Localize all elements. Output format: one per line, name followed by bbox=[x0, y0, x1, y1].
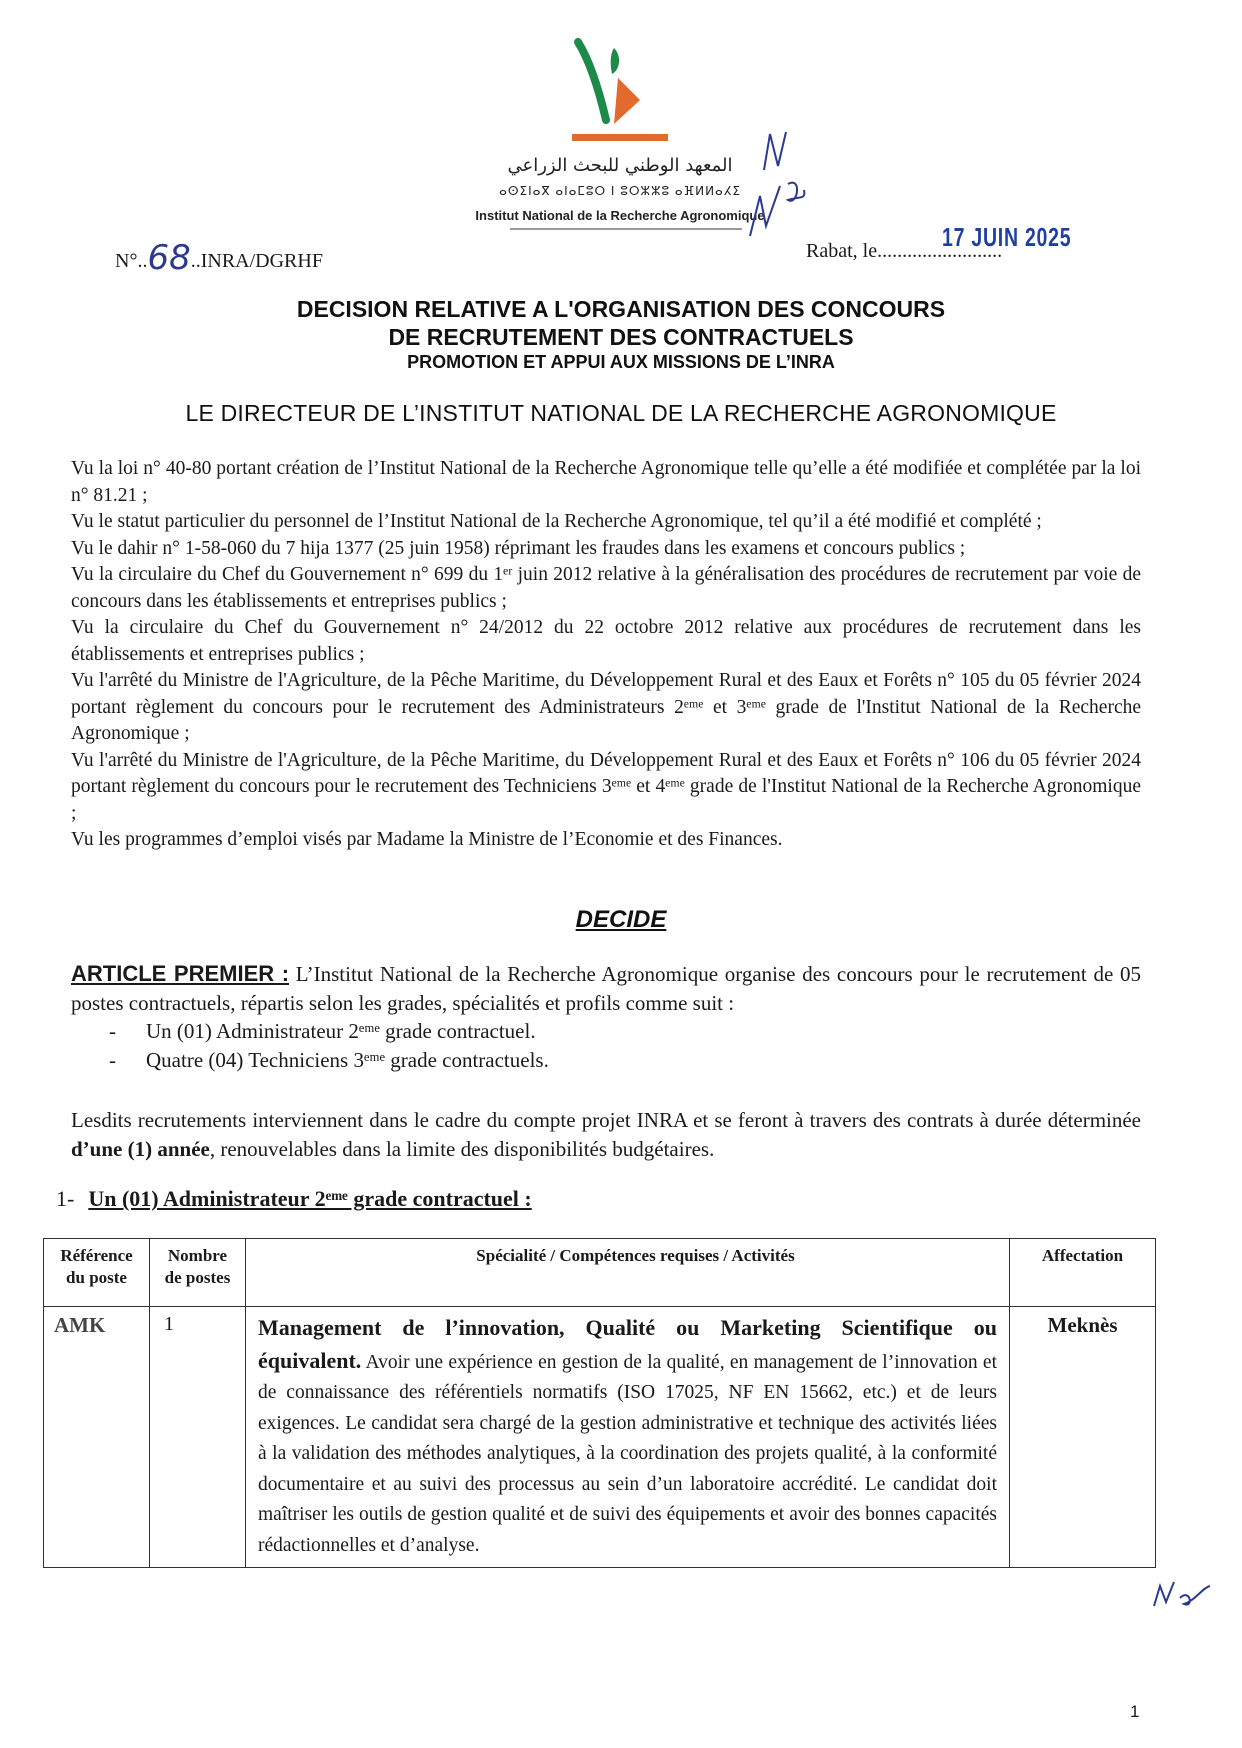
vu-clause: Vu la circulaire du Chef du Gouvernement n° 699 du 1ᵉʳ juin 2012 relative à la généralisation des procédures de recrutement par voie de concours dans les établissements et entreprises publics ; bbox=[71, 564, 1141, 612]
vu-clauses bbox=[71, 456, 1141, 854]
cell-nombre: 1 bbox=[150, 1307, 246, 1568]
section-heading bbox=[56, 1186, 532, 1212]
ref-suffix: ..INRA/DGRHF bbox=[190, 250, 323, 272]
vu-clause: Vu la loi n° 40-80 portant création de l’Institut National de la Recherche Agronomique telle qu’elle a été modifiée et complétée par la loi n° 81.21 ; bbox=[71, 458, 1141, 506]
vu-clause: Vu l'arrêté du Ministre de l'Agriculture, de la Pêche Maritime, du Développement Rural et des Eaux et Forêts n° 106 du 05 février 2024 portant règlement du concours pour le recrutement des Techniciens 3ᵉᵐᵉ et 4ᵉᵐᵉ grade de l'Institut National de la Recherche Agronomique ; bbox=[71, 749, 1141, 824]
posts-table bbox=[43, 1238, 1156, 1568]
lesdits-duration: d’une (1) année bbox=[71, 1136, 210, 1161]
spec-title: Management de l’innovation, Qualité ou Marketing Scientifique ou équivalent. bbox=[258, 1315, 997, 1373]
inra-logo bbox=[570, 38, 670, 150]
ref-handwritten-number: 68 bbox=[147, 238, 191, 278]
cell-spec bbox=[246, 1307, 1010, 1568]
vu-clause: Vu les programmes d’emploi visés par Madame la Ministre de l’Economie et des Finances. bbox=[71, 829, 783, 850]
table-row bbox=[44, 1307, 1156, 1568]
logo-french-text: Institut National de la Recherche Agronomique bbox=[475, 208, 765, 223]
vu-clause: Vu l'arrêté du Ministre de l'Agriculture, de la Pêche Maritime, du Développement Rural et des Eaux et Forêts n° 105 du 05 février 2024 portant règlement du concours pour le recrutement des Administrateurs 2ᵉᵐᵉ et 3ᵉᵐᵉ grade de l'Institut National de la Recherche Agronomique ; bbox=[71, 670, 1141, 744]
list-item: - Un (01) Administrateur 2ᵉᵐᵉ grade contractuel. bbox=[71, 1017, 1141, 1046]
post-list bbox=[71, 1017, 1141, 1074]
margin-initials bbox=[1150, 1568, 1220, 1612]
header-affectation: Affectation bbox=[1010, 1239, 1156, 1307]
vu-clause: Vu le statut particulier du personnel de l’Institut National de la Recherche Agronomique, tel qu’il a été modifié et complété ; bbox=[71, 511, 1042, 532]
decision-title-line1: DECISION RELATIVE A L'ORGANISATION DES CONCOURS bbox=[296, 296, 946, 322]
header-spec: Spécialité / Compétences requises / Activités bbox=[246, 1239, 1010, 1307]
cell-affectation: Meknès bbox=[1010, 1307, 1156, 1568]
decision-reference bbox=[115, 236, 323, 276]
article-heading: ARTICLE PREMIER : bbox=[71, 961, 290, 986]
director-heading: LE DIRECTEUR DE L’INSTITUT NATIONAL DE LA RECHERCHE AGRONOMIQUE bbox=[185, 400, 1057, 426]
vu-clause: Vu le dahir n° 1-58-060 du 7 hija 1377 (25 juin 1958) réprimant les fraudes dans les examens et concours publics ; bbox=[71, 537, 966, 559]
table-header-row bbox=[44, 1239, 1156, 1307]
lesdits-text-before: Lesdits recrutements interviennent dans le cadre du compte projet INRA et se feront à travers des contrats à durée déterminée bbox=[71, 1108, 1141, 1132]
header-nombre: Nombre de postes bbox=[150, 1239, 246, 1307]
logo-arabic-text: المعهد الوطني للبحث الزراعي bbox=[507, 155, 733, 176]
page-number: 1 bbox=[1130, 1702, 1140, 1721]
header-ref: Référence du poste bbox=[44, 1239, 150, 1307]
section-title: Un (01) Administrateur 2ᵉᵐᵉ grade contractuel : bbox=[88, 1186, 532, 1211]
logo-divider bbox=[510, 228, 742, 230]
cell-ref: AMK bbox=[44, 1307, 150, 1568]
spec-text: Avoir une expérience en gestion de la qualité, en management de l’innovation et de connaissance des référentiels normatifs (ISO 17025, NF EN 15662, etc.) et de leurs exigences. Le candidat sera chargé de la gestion administrative et technique des activités liées à la validation des méthodes analytiques, à la coordination des projets qualité, à la conformité documentaire et au suivi des processus au sein d’un laboratoire accrédité. Le candidat doit maîtriser les outils de gestion qualité et de suivi des équipements et avoir des bonnes capacités rédactionnelles et d’analyse. bbox=[258, 1351, 997, 1556]
vu-clause: Vu la circulaire du Chef du Gouvernement n° 24/2012 du 22 octobre 2012 relative aux procédures de recrutement dans les établissements et entreprises publics ; bbox=[71, 617, 1141, 665]
decision-title-line2: DE RECRUTEMENT DES CONTRACTUELS bbox=[388, 324, 854, 350]
lesdits-paragraph bbox=[71, 1106, 1141, 1163]
lesdits-text-after: , renouvelables dans la limite des disponibilités budgétaires. bbox=[209, 1136, 715, 1161]
decide-heading: DECIDE bbox=[575, 906, 667, 933]
place-date-label: Rabat, le......................... bbox=[806, 240, 1003, 262]
decision-subtitle: PROMOTION ET APPUI AUX MISSIONS DE L’INRA bbox=[407, 352, 835, 372]
ref-prefix: N°.. bbox=[115, 250, 148, 272]
article-text: L’Institut National de la Recherche Agronomique organise des concours pour le recrutement de 05 postes contractuels, répartis selon les grades, spécialités et profils comme suit : bbox=[71, 962, 1141, 1015]
article-premier bbox=[71, 960, 1141, 1074]
handwritten-initials bbox=[740, 126, 830, 246]
list-item: - Quatre (04) Techniciens 3ᵉᵐᵉ grade contractuels. bbox=[71, 1046, 1141, 1075]
logo-tifinagh-text: ⴰⵙⵉⵏⴰⴳ ⴰⵏⴰⵎⵓⵔ ⵏ ⵓⵔⵣⵣⵓ ⴰⴼⵍⵍⴰⵃⵉ bbox=[499, 184, 741, 198]
date-stamp: 17 JUIN 2025 bbox=[942, 222, 1072, 252]
section-number: 1- bbox=[56, 1186, 75, 1211]
